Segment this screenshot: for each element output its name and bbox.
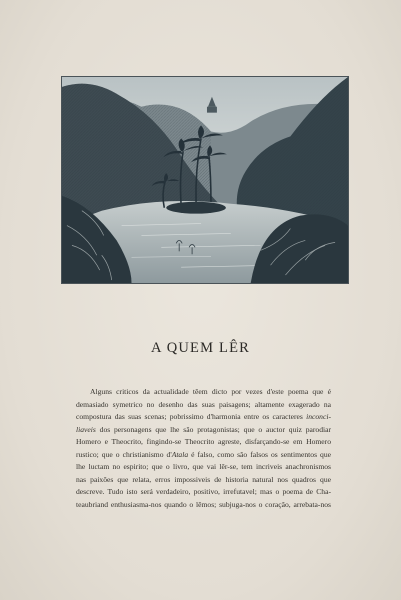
text-line: demasiado symetrico no desenho das suas paisagens; altamente exagerado na (76, 399, 331, 409)
text-line: descreve. Tudo isto será verdadeiro, positivo, irrefutavel; mas o poema de Cha- (76, 487, 331, 497)
italic-word: liaveis (76, 424, 96, 434)
text-line: compostura das suas scenas; pobrissimo d'harmonia entre os caracteres inconci- (76, 412, 331, 422)
text-line: Homero e Theocrito, fingindo-se Theocrito agreste, disfarçando-se em Homero (76, 437, 331, 447)
italic-word: inconci- (306, 412, 331, 422)
landscape-illustration (61, 76, 349, 284)
section-title: A QUEM LÊR (151, 340, 250, 356)
text-line: rustico; que o christianismo d'Atala é falso, como são falsos os sentimentos que (76, 449, 331, 459)
text-line: teaubriand enthusiasma-nos quando o lêmos; subjuga-nos o coração, arrebata-nos (76, 499, 331, 509)
text-line: Alguns criticos da actualidade têem dicto por vezes d'este poema que é (90, 387, 331, 396)
text-line: lhe luctam no espirito; que o livro, que vai lêr-se, tem incriveis anachronismos (76, 462, 331, 472)
preface-paragraph (76, 386, 331, 511)
italic-title: Atala (171, 449, 189, 459)
tropical-river-landscape-icon (62, 77, 348, 283)
text-line: nas paixões que relata, erros impossiveis de historia natural nos quadros que (76, 474, 331, 484)
text-line: liaveis dos personagens que lhe são protagonistas; que o auctor quiz parodiar (76, 424, 331, 434)
